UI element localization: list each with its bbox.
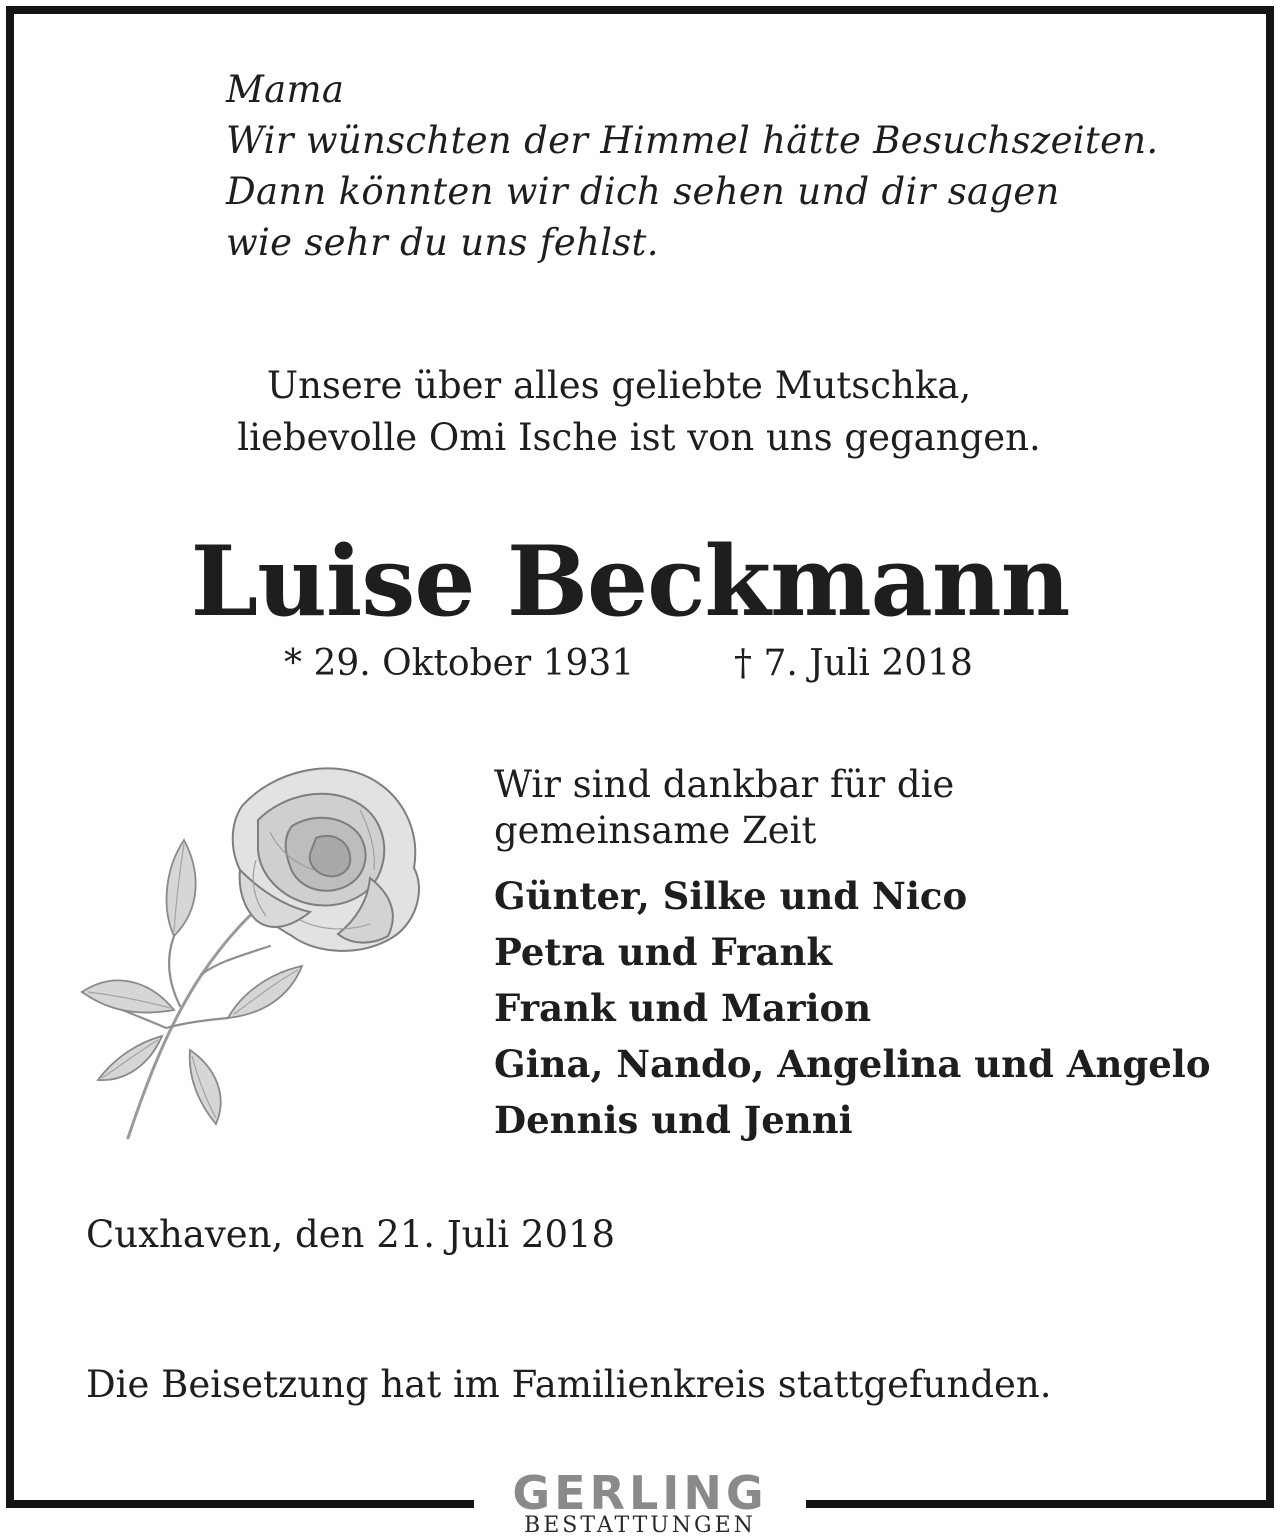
mourners-list (494, 868, 1211, 1148)
logo-name: GERLING (512, 1466, 768, 1520)
logo-subtitle: BESTATTUNGEN (524, 1513, 756, 1538)
mourner-entry: Gina, Nando, Angelina und Angelo (494, 1042, 1211, 1086)
poem-line: Wir wünschten der Himmel hätte Besuchszeiten. (226, 119, 1159, 162)
intro-line: Unsere über alles geliebte Mutschka, (266, 364, 972, 407)
mourner-entry: Günter, Silke und Nico (494, 874, 968, 918)
poem-line: Mama (226, 68, 345, 111)
place-date: Cuxhaven, den 21. Juli 2018 (86, 1213, 616, 1256)
poem-line: Dann könnten wir dich sehen und dir sagen (226, 170, 1060, 213)
intro-line: liebevolle Omi Ische ist von uns gegangen. (237, 416, 1041, 459)
mourner-entry: Dennis und Jenni (494, 1098, 853, 1142)
intro-text (0, 360, 1280, 464)
funeral-home-logo (486, 1466, 794, 1538)
rose-icon (70, 760, 460, 1150)
mourner-entry: Petra und Frank (494, 930, 832, 974)
gratitude-line: gemeinsame Zeit (494, 809, 817, 852)
gratitude-text (494, 762, 954, 854)
deceased-name: Luise Beckmann (190, 525, 1070, 638)
death-date: † 7. Juli 2018 (734, 643, 973, 684)
burial-note: Die Beisetzung hat im Familienkreis stattgefunden. (86, 1363, 1052, 1406)
poem (226, 64, 1158, 268)
poem-line: wie sehr du uns fehlst. (226, 221, 659, 264)
birth-date: * 29. Oktober 1931 (284, 643, 635, 684)
gratitude-line: Wir sind dankbar für die (494, 763, 955, 806)
mourner-entry: Frank und Marion (494, 986, 872, 1030)
